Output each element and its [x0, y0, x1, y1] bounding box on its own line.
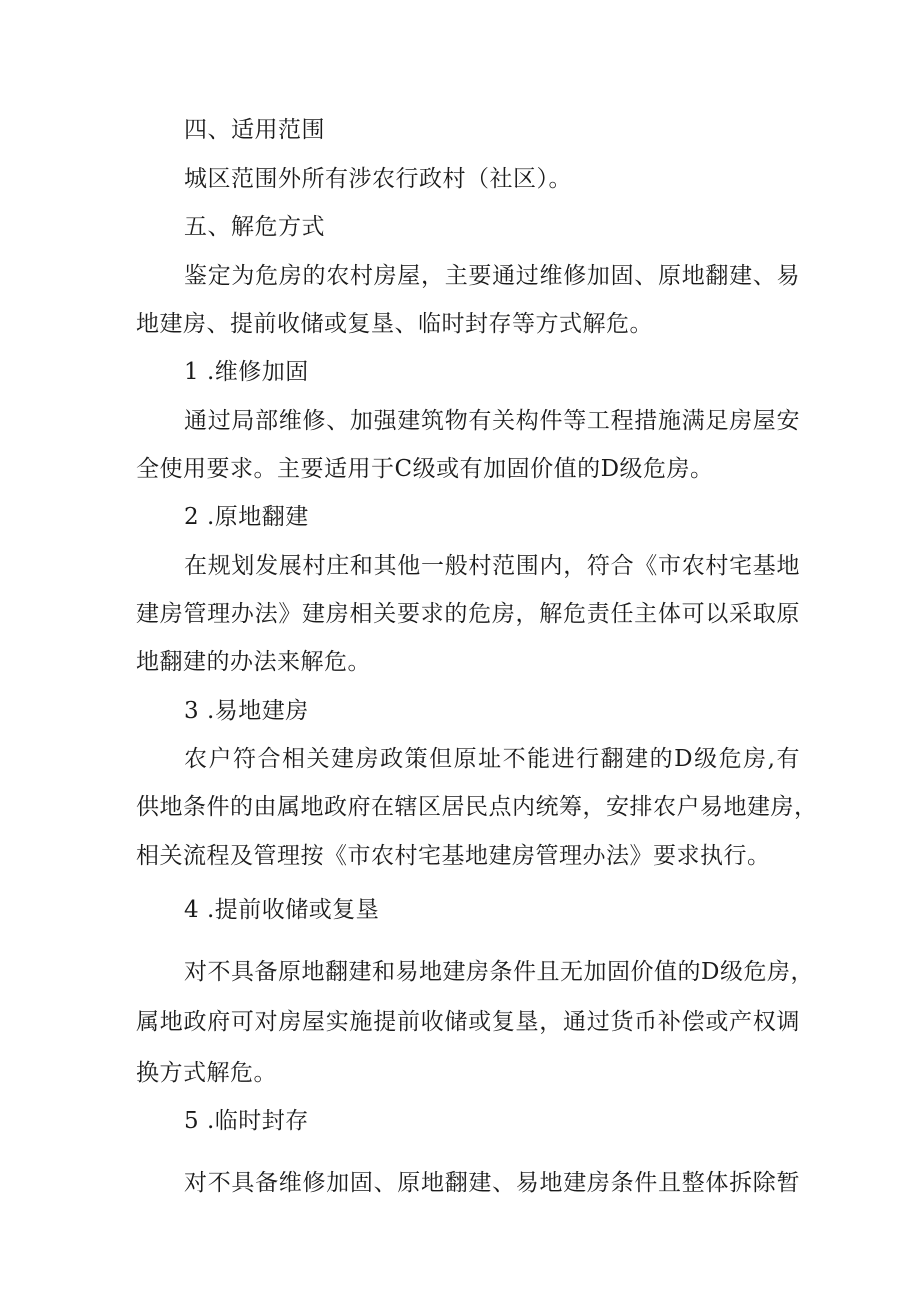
subheading-relocation: 3 .易地建房 [184, 698, 309, 724]
subheading-sealing: 5 .临时封存 [184, 1108, 309, 1134]
paragraph-line: 相关流程及管理按《市农村宅基地建房管理办法》要求执行。 [136, 843, 771, 869]
paragraph-line: 建房管理办法》建房相关要求的危房，解危责任主体可以采取原 [136, 601, 800, 627]
paragraph-line: 全使用要求。主要适用于C级或有加固价值的D级危房。 [136, 456, 714, 482]
subheading-repair: 1 .维修加固 [184, 359, 309, 385]
paragraph-line: 对不具备维修加固、原地翻建、易地建房条件且整体拆除暂 [184, 1170, 800, 1196]
subheading-rebuild: 2 .原地翻建 [184, 504, 309, 530]
paragraph-line: 鉴定为危房的农村房屋，主要通过维修加固、原地翻建、易 [184, 263, 800, 289]
section-heading-methods: 五、解危方式 [184, 214, 325, 240]
paragraph-line: 在规划发展村庄和其他一般村范围内，符合《市农村宅基地 [184, 553, 800, 579]
paragraph-line: 供地条件的由属地政府在辖区居民点内统筹，安排农户易地建房， [136, 794, 818, 820]
paragraph-line: 地翻建的办法来解危。 [136, 649, 371, 675]
paragraph-line: 对不具备原地翻建和易地建房条件且无加固价值的D级危房， [184, 959, 814, 985]
paragraph-line: 换方式解危。 [136, 1060, 277, 1086]
section-heading-scope: 四、适用范围 [184, 117, 325, 143]
paragraph-line: 农户符合相关建房政策但原址不能进行翻建的D级危房,有 [184, 746, 800, 772]
subheading-acquisition: 4 .提前收储或复垦 [184, 897, 380, 923]
paragraph-line: 属地政府可对房屋实施提前收储或复垦，通过货币补偿或产权调 [136, 1009, 800, 1035]
paragraph-line: 城区范围外所有涉农行政村（社区）。 [184, 166, 572, 192]
paragraph-line: 通过局部维修、加强建筑物有关构件等工程措施满足房屋安 [184, 408, 800, 434]
paragraph-line: 地建房、提前收储或复垦、临时封存等方式解危。 [136, 311, 653, 337]
